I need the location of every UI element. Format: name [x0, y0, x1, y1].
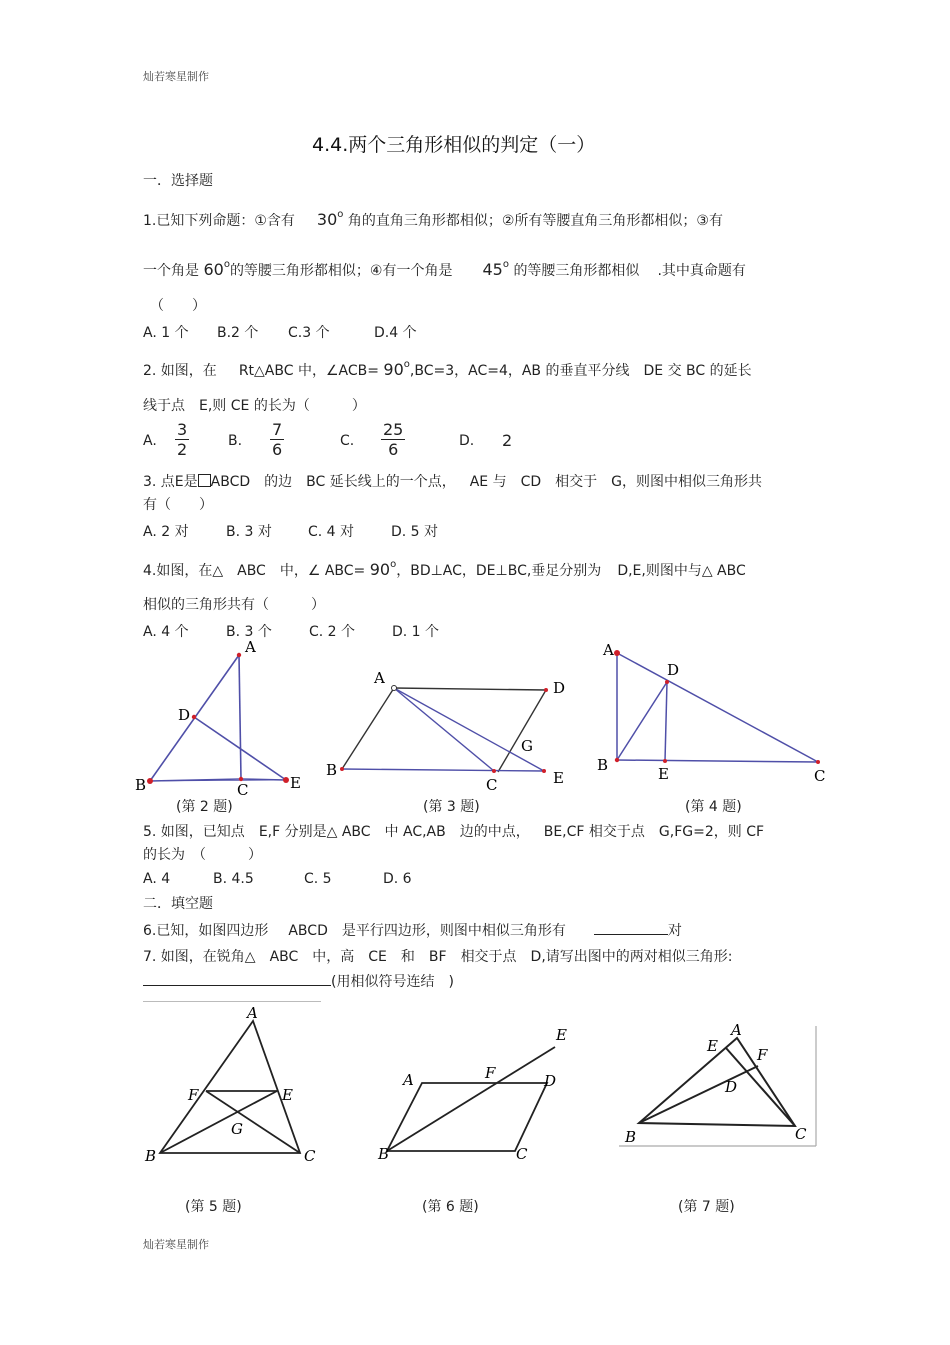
q6-answer-blank[interactable]: [594, 920, 668, 935]
q3-option-c: C. 4 对: [308, 524, 355, 540]
section-choice-heading: 一．选择题: [143, 173, 213, 189]
q7-line1: 7. 如图，在锐角△ ABC 中，高 CE 和 BF 相交于点 D,请写出图中的两对相似三角形:: [143, 949, 733, 965]
q2-option-d: D.: [459, 433, 475, 449]
f7-label-f: F: [757, 1046, 768, 1064]
q1-option-b: B.2 个: [217, 325, 259, 341]
q2-line1: 2. 如图，在 Rt△ABC 中，∠ACB= $90^o,BC=3$，AC=4，AB 的垂直平分线 DE 交 BC 的延长: [143, 359, 752, 379]
f7-label-e: E: [707, 1037, 718, 1055]
caption-q3: (第 3 题): [423, 799, 480, 815]
caption-q5: (第 5 题): [185, 1199, 242, 1215]
q1-answer-paren: （ ）: [150, 298, 206, 314]
f4-label-e: E: [658, 765, 669, 783]
divider: [143, 1001, 321, 1002]
q7-line2: (用相似符号连结 ): [143, 971, 454, 991]
q6-line: 6.已知，如图四边形 ABCD 是平行四边形，则图中相似三角形有 对: [143, 920, 682, 940]
caption-q4: (第 4 题): [685, 799, 742, 815]
q1-option-d: D.4 个: [374, 325, 417, 341]
section-fill-heading: 二．填空题: [143, 896, 213, 912]
q5-option-d: D. 6: [383, 871, 412, 887]
q2-fraction-a: $\frac{3}{2}$: [177, 420, 188, 459]
f5-label-b: B: [145, 1147, 157, 1165]
f3-label-g: G: [521, 737, 533, 755]
caption-q7: (第 7 题): [678, 1199, 735, 1215]
q5-option-a: A. 4: [143, 871, 171, 887]
f5-label-g: G: [231, 1120, 243, 1138]
q4-line2: 相似的三角形共有（ ）: [143, 597, 325, 613]
q3-option-d: D. 5 对: [391, 524, 439, 540]
f5-label-c: C: [304, 1147, 316, 1165]
figure-q4: [590, 635, 835, 785]
q3-option-a: A. 2 对: [143, 524, 189, 540]
q1-option-a: A. 1 个: [143, 325, 189, 341]
q2-fraction-c: $\frac{25}{6}$: [383, 420, 404, 459]
f3-label-d: D: [553, 679, 566, 697]
q2-option-c: C.: [340, 433, 355, 449]
f2-label-a: A: [245, 638, 256, 656]
q3-line1: 3. 点E是 ABCD 的边 BC 延长线上的一个点， AE 与 CD 相交于 G，则图中相似三角形共: [143, 474, 763, 490]
q4-option-b: B. 3 个: [226, 624, 272, 640]
q1-line2: 一个角是 60$^o$的等腰三角形都相似；④有一个角是 45$^o$ 的等腰三角形都相似 .其中真命题有: [143, 259, 746, 279]
q1-line1: 1.已知下列命题：①含有 30$^o$ 角的直角三角形都相似；②所有等腰直角三角形都相似；③有: [143, 209, 723, 229]
f7-label-b: B: [625, 1128, 637, 1146]
f5-label-f: F: [188, 1086, 199, 1104]
f4-label-d: D: [667, 661, 680, 679]
footer-note: 灿若寒星制作: [143, 1238, 209, 1251]
figure-q2: [130, 635, 315, 797]
page-title: 4.4.两个三角形相似的判定（一）: [312, 134, 596, 156]
q4-line1: 4.如图，在△ ABC 中，∠ ABC= 90$^o$，BD⊥AC，DE⊥BC,垂足分别为 D,E,则图中与△ ABC: [143, 559, 746, 579]
f2-label-d: D: [178, 706, 191, 724]
f3-label-b: B: [326, 761, 338, 779]
caption-q6: (第 6 题): [422, 1199, 479, 1215]
f7-label-a: A: [731, 1021, 742, 1039]
f5-label-a: A: [247, 1004, 258, 1022]
f6-label-f: F: [485, 1064, 496, 1082]
f3-label-a: A: [374, 669, 385, 687]
f5-label-e: E: [282, 1086, 293, 1104]
f4-label-b: B: [597, 756, 609, 774]
f2-label-e: E: [290, 774, 301, 792]
f6-label-a: A: [403, 1071, 414, 1089]
q3-line2: 有（ ）: [143, 497, 213, 513]
q2-fraction-b: $\frac{7}{6}$: [272, 420, 283, 459]
q2-line2: 线于点 E,则 CE 的长为（ ）: [143, 398, 366, 414]
q5-option-c: C. 5: [304, 871, 332, 887]
parallelogram-symbol: [198, 474, 211, 487]
caption-q2: (第 2 题): [176, 799, 233, 815]
f4-label-c: C: [814, 767, 826, 785]
q4-option-a: A. 4 个: [143, 624, 189, 640]
f7-label-c: C: [795, 1125, 807, 1143]
f4-label-a: A: [603, 641, 614, 659]
q2-option-b: B.: [228, 433, 243, 449]
f2-label-c: C: [237, 781, 249, 797]
figure-q6: [370, 1020, 580, 1170]
q7-answer-blank[interactable]: [143, 971, 331, 986]
f6-label-d: D: [544, 1072, 557, 1090]
figure-q3: [320, 660, 580, 795]
q4-option-d: D. 1 个: [392, 624, 440, 640]
f3-label-e: E: [553, 769, 564, 787]
f2-label-b: B: [135, 776, 147, 794]
q5-line2: 的长为 （ ）: [143, 847, 262, 863]
f6-label-c: C: [516, 1145, 528, 1163]
q4-option-c: C. 2 个: [309, 624, 356, 640]
q3-option-b: B. 3 对: [226, 524, 272, 540]
q1-option-c: C.3 个: [288, 325, 330, 341]
header-note: 灿若寒星制作: [143, 70, 209, 83]
q2-option-d-value: 2: [502, 431, 513, 450]
f6-label-b: B: [378, 1145, 390, 1163]
q5-option-b: B. 4.5: [213, 871, 254, 887]
f7-label-d: D: [725, 1078, 738, 1096]
figure-q7: [615, 1020, 820, 1150]
figure-q5: [140, 1003, 330, 1168]
q2-option-a: A.: [143, 433, 157, 449]
f3-label-c: C: [486, 776, 498, 794]
q5-line1: 5. 如图，已知点 E,F 分别是△ ABC 中 AC,AB 边的中点， BE,CF 相交于点 G,FG=2，则 CF: [143, 824, 765, 840]
f6-label-e: E: [556, 1026, 567, 1044]
